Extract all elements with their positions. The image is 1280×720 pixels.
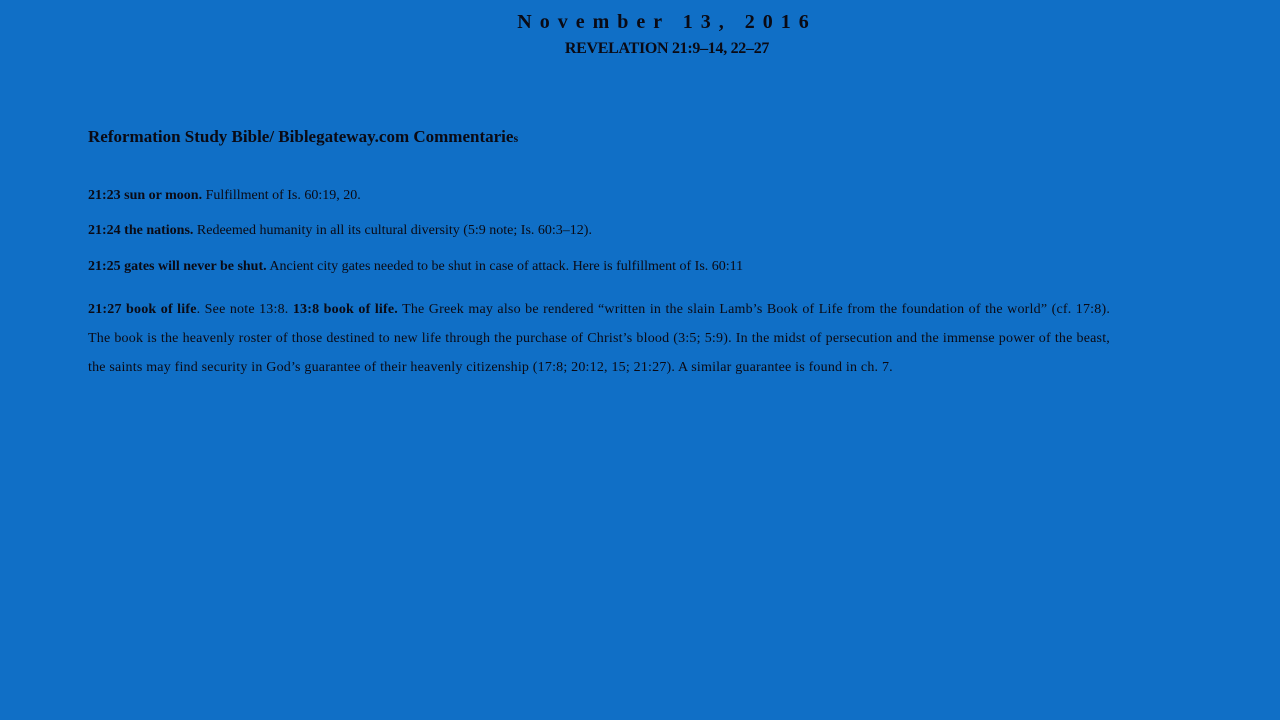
scripture-passage: REVELATION 21:9–14, 22–27 (564, 40, 770, 57)
commentary-entry (88, 185, 1110, 207)
entry-reference: 21:23 sun or moon. (88, 188, 203, 203)
entry-reference: 21:27 book of life (88, 302, 197, 317)
entry-cross-reference: 13:8 book of life. (292, 302, 398, 317)
entry-reference: 21:24 the nations. (88, 223, 194, 238)
commentary-heading (88, 126, 518, 149)
entry-text: Redeemed humanity in all its cultural diversity (5:9 note; Is. 60:3–12). (193, 223, 592, 238)
entry-reference: 21:25 gates will never be shut. (88, 259, 267, 274)
entry-text: . See note 13:8. (196, 302, 293, 317)
commentary-heading-tail: s (513, 131, 519, 145)
commentary-entry (88, 220, 1110, 242)
slide-date: November 13, 2016 (517, 11, 817, 33)
commentary-entry (88, 295, 1110, 382)
entry-text: Ancient city gates needed to be shut in case of attack. Here is fulfillment of Is. 60:11 (266, 259, 744, 274)
entry-text: Fulfillment of Is. 60:19, 20. (202, 188, 361, 203)
commentary-heading-main: Reformation Study Bible/ Biblegateway.com Commentarie (88, 127, 514, 146)
commentary-entry (88, 256, 1110, 278)
entry-text: The Greek may also be rendered “written in the slain Lamb’s Book of Life from the foundation of the world” (cf. 17:8). The book is the heavenly roster of those destined to new life through the purchase of Christ’s blood (3:5; 5:9). In the midst of persecution and the immense power of the beast, the saints may find security in God’s guarantee of their heavenly citizenship (17:8; 20:12, 15; 21:27). A similar guarantee is found in ch. 7. (88, 302, 1111, 375)
